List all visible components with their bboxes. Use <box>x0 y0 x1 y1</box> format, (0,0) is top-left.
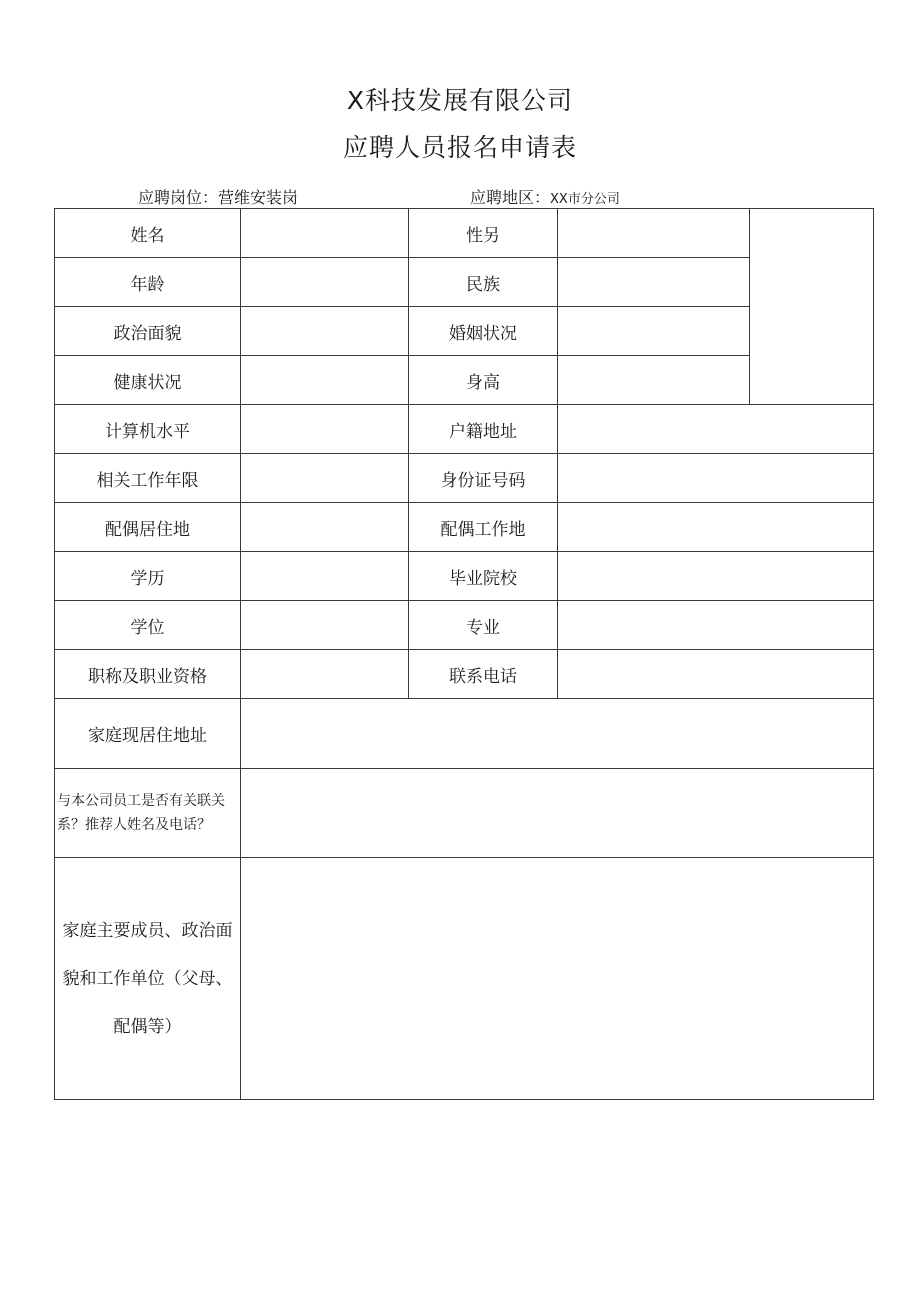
major-field[interactable] <box>558 601 874 650</box>
phone-label: 联系电话 <box>409 650 558 699</box>
marital-field[interactable] <box>558 307 750 356</box>
spouse-residence-field[interactable] <box>241 503 409 552</box>
applied-position-value: 营维安装岗 <box>218 188 299 207</box>
form-row <box>55 503 874 552</box>
family-label: 家庭主要成员、政治面貌和工作单位（父母、配偶等） <box>55 858 241 1100</box>
id-number-label: 身份证号码 <box>409 454 558 503</box>
form-title: 应聘人员报名申请表 <box>342 133 577 162</box>
work-years-label: 相关工作年限 <box>55 454 241 503</box>
ethnicity-field[interactable] <box>558 258 750 307</box>
household-field[interactable] <box>558 405 874 454</box>
title-qual-label: 职称及职业资格 <box>55 650 241 699</box>
marital-label: 婚姻状况 <box>409 307 558 356</box>
computer-label: 计算机水平 <box>55 405 241 454</box>
health-label: 健康状况 <box>55 356 241 405</box>
form-row <box>55 601 874 650</box>
education-field[interactable] <box>241 552 409 601</box>
form-row <box>55 552 874 601</box>
name-label: 姓名 <box>55 209 241 258</box>
relation-field[interactable] <box>241 769 874 858</box>
spouse-work-field[interactable] <box>558 503 874 552</box>
photo-box[interactable] <box>750 209 874 405</box>
degree-field[interactable] <box>241 601 409 650</box>
political-field[interactable] <box>241 307 409 356</box>
education-label: 学历 <box>55 552 241 601</box>
school-field[interactable] <box>558 552 874 601</box>
height-field[interactable] <box>558 356 750 405</box>
phone-field[interactable] <box>558 650 874 699</box>
applied-location <box>470 185 620 208</box>
school-label: 毕业院校 <box>409 552 558 601</box>
height-label: 身高 <box>409 356 558 405</box>
work-years-field[interactable] <box>241 454 409 503</box>
home-address-field[interactable] <box>241 699 874 769</box>
title-qual-field[interactable] <box>241 650 409 699</box>
age-field[interactable] <box>241 258 409 307</box>
age-label: 年龄 <box>55 258 241 307</box>
family-field[interactable] <box>241 858 874 1100</box>
form-row <box>55 769 874 858</box>
form-row <box>55 209 874 258</box>
id-number-field[interactable] <box>558 454 874 503</box>
applied-position <box>138 185 298 208</box>
form-row <box>55 454 874 503</box>
major-label: 专业 <box>409 601 558 650</box>
computer-field[interactable] <box>241 405 409 454</box>
name-field[interactable] <box>241 209 409 258</box>
home-address-label: 家庭现居住地址 <box>55 699 241 769</box>
form-row <box>55 699 874 769</box>
company-name: X科技发展有限公司 <box>346 86 574 115</box>
spouse-work-label: 配偶工作地 <box>409 503 558 552</box>
relation-label: 与本公司员工是否有关联关系？推荐人姓名及电话？ <box>55 769 241 858</box>
gender-label: 性另 <box>409 209 558 258</box>
applied-location-value: XX市分公司 <box>550 192 620 207</box>
applied-position-label: 应聘岗位： <box>138 188 219 207</box>
form-row <box>55 650 874 699</box>
degree-label: 学位 <box>55 601 241 650</box>
ethnicity-label: 民族 <box>409 258 558 307</box>
form-row <box>55 858 874 1100</box>
application-form-table <box>54 208 874 1100</box>
applied-location-label: 应聘地区： <box>470 188 551 207</box>
gender-field[interactable] <box>558 209 750 258</box>
form-row <box>55 405 874 454</box>
health-field[interactable] <box>241 356 409 405</box>
political-label: 政治面貌 <box>55 307 241 356</box>
household-label: 户籍地址 <box>409 405 558 454</box>
spouse-residence-label: 配偶居住地 <box>55 503 241 552</box>
